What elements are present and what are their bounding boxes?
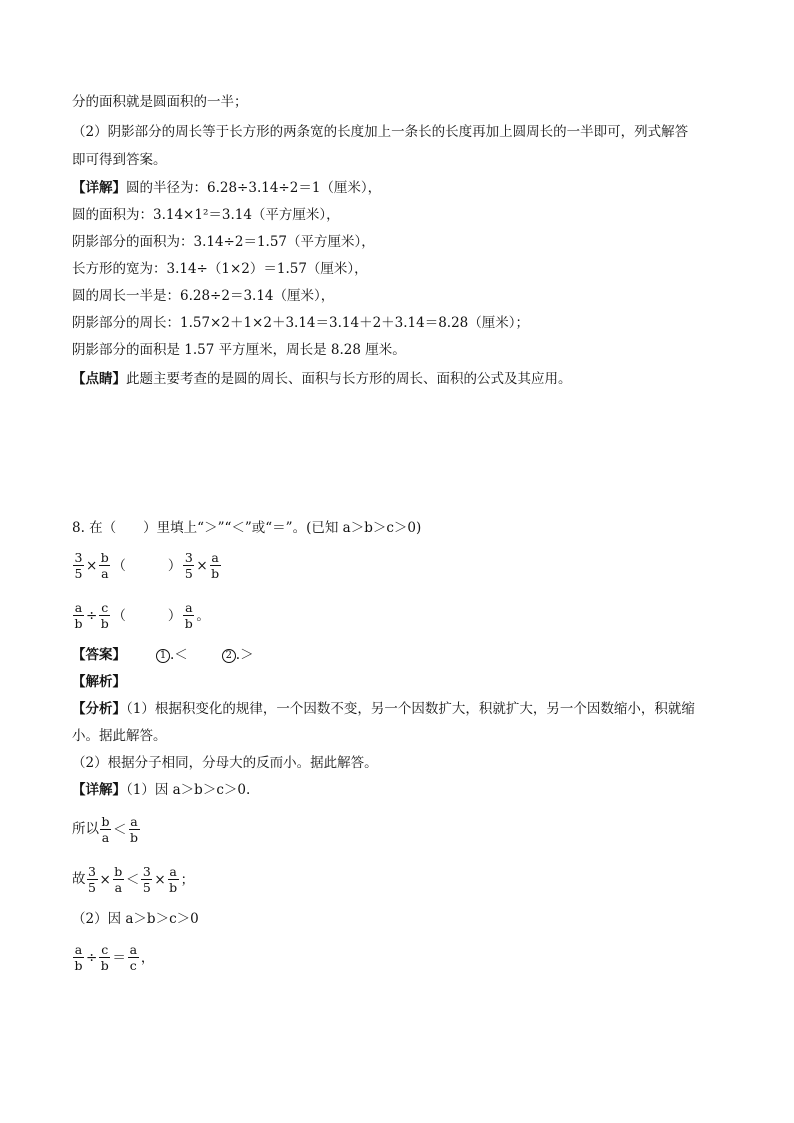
fenxi-line: 【分析】（1）根据积变化的规律，一个因数不变，另一个因数扩大，积就扩大，另一个因数缩小，积就缩 — [72, 701, 695, 717]
fraction: $\frac{3}{5}$ — [142, 864, 151, 895]
answer-2: .＞ — [235, 647, 254, 663]
answer-line — [72, 645, 254, 665]
comment-label: 【点睛】 — [72, 371, 126, 387]
comment-line — [72, 369, 572, 389]
fraction: $\frac{b}{a}$ — [100, 550, 109, 581]
fenxi-line: 小。据此解答。 — [72, 728, 167, 744]
detail-label: 【详解】 — [72, 782, 126, 798]
analysis-label: 【解析】 — [72, 674, 126, 690]
fraction: $\frac{c}{b}$ — [100, 942, 109, 973]
answer-1: .＜ — [170, 647, 188, 663]
detail-line: （2）因 a＞b＞c＞0 — [72, 911, 199, 927]
blank-close: ） — [167, 607, 182, 624]
fraction: $\frac{b}{a}$ — [101, 814, 110, 845]
step-gu: 故 $\frac{3}{5}$ × $\frac{b}{a}$ ＜ $\frac{3}{5}$ × $\frac{a}{b}$ ； — [72, 864, 195, 895]
step-suoyi: 所以 $\frac{b}{a}$ ＜ $\frac{a}{b}$ — [72, 814, 138, 845]
fraction: $\frac{3}{5}$ — [88, 864, 96, 895]
solution-text-line: 即可得到答案。 — [72, 152, 167, 168]
fraction: $\frac{a}{b}$ — [211, 550, 220, 581]
solution-text-line: 长方形的宽为：3.14÷（1×2）＝1.57（厘米）， — [72, 261, 368, 277]
solution-text-line: 圆的周长一半是：6.28÷2＝3.14（厘米）， — [72, 288, 335, 304]
fraction: $\frac{c}{b}$ — [100, 600, 109, 631]
fraction: $\frac{a}{b}$ — [74, 942, 83, 973]
step-quotient: $\frac{a}{b}$ ÷ $\frac{c}{b}$ ＝ $\frac{a}{c}$ ， — [74, 942, 155, 973]
solution-text-line: 分的面积就是圆面积的一半； — [72, 94, 248, 110]
detail-line — [72, 178, 381, 198]
fenxi-line: （2）根据分子相同，分母大的反而小。据此解答。 — [72, 755, 378, 771]
blank-open: （ — [112, 607, 126, 624]
detail-label: 【详解】 — [72, 180, 126, 196]
solution-text-line: 阴影部分的周长：1.57×2＋1×2＋3.14＝3.14＋2＋3.14＝8.28（厘米）； — [72, 315, 530, 331]
fraction: $\frac{3}{5}$ — [74, 550, 83, 581]
fraction: $\frac{a}{b}$ — [169, 864, 178, 895]
expression-1: $\frac{3}{5}$ × $\frac{b}{a}$ （ ） $\frac{3}{5}$ × $\frac{a}{b}$ — [74, 550, 220, 581]
fraction: $\frac{3}{5}$ — [184, 550, 193, 581]
fraction: $\frac{a}{b}$ — [74, 600, 83, 631]
solution-text-line: 阴影部分的面积为：3.14÷2＝1.57（平方厘米）， — [72, 234, 375, 250]
solution-text-line: 圆的面积为：3.14×1²＝3.14（平方厘米）， — [72, 207, 340, 223]
question-stem: 8. 在（ ）里填上“＞”“＜”或“＝”。(已知 a＞b＞c＞0) — [72, 520, 422, 536]
detail-text: 圆的半径为：6.28÷3.14÷2＝1（厘米）， — [126, 180, 382, 196]
fraction: $\frac{b}{a}$ — [114, 864, 123, 895]
circled-number: 1 — [156, 649, 170, 663]
circled-number: 2 — [222, 649, 236, 663]
comment-text: 此题主要考查的是圆的周长、面积与长方形的周长、面积的公式及其应用。 — [126, 371, 572, 387]
solution-text-line: （2）阴影部分的周长等于长方形的两条宽的长度加上一条长的长度再加上圆周长的一半即可，列式解答 — [72, 124, 689, 140]
blank-close: ） — [167, 557, 182, 574]
fenxi-label: 【分析】 — [72, 701, 126, 717]
solution-text-line: 阴影部分的面积是 1.57 平方厘米，周长是 8.28 厘米。 — [72, 342, 406, 358]
fraction: $\frac{a}{c}$ — [129, 942, 138, 973]
answer-label: 【答案】 — [72, 647, 126, 663]
expression-2: $\frac{a}{b}$ ÷ $\frac{c}{b}$ （ ） $\frac{a}{b}$ 。 — [74, 600, 210, 631]
fraction: $\frac{a}{b}$ — [129, 814, 138, 845]
blank-open: （ — [112, 557, 126, 574]
detail-line: 【详解】（1）因 a＞b＞c＞0. — [72, 782, 251, 798]
fraction: $\frac{a}{b}$ — [184, 600, 193, 631]
